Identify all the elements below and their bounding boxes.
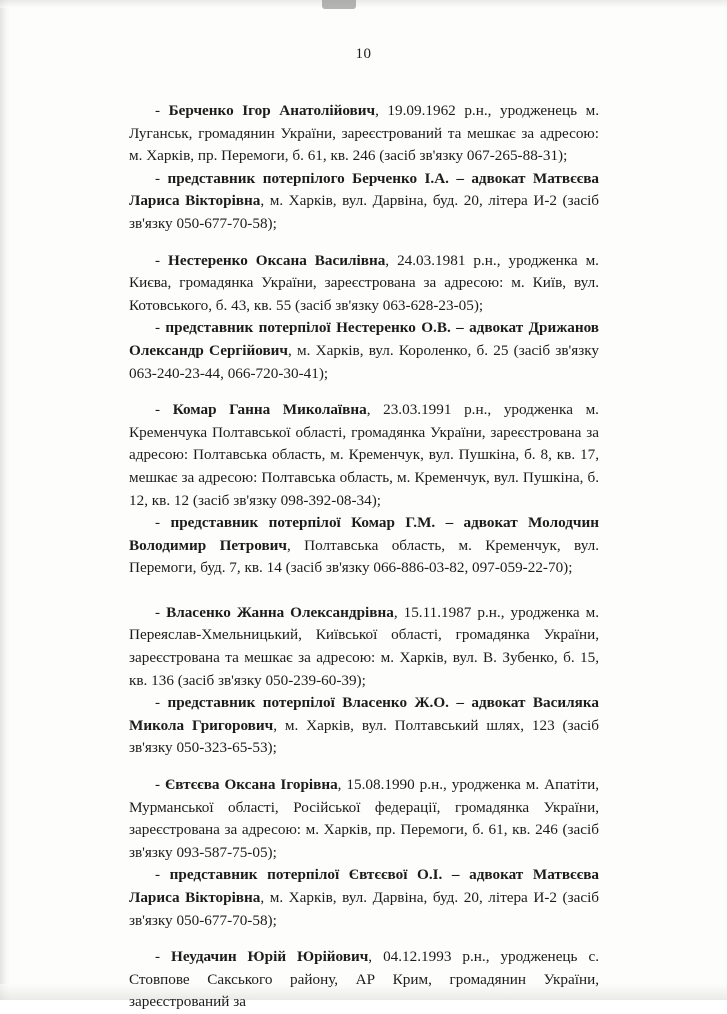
emphasis-text: Комар Ганна Миколаївна: [172, 401, 367, 419]
paragraph-vlasenko-victim: [129, 602, 599, 692]
paragraph-berchenko-representative: [129, 168, 599, 236]
paragraph-neudachyn-victim: [129, 946, 599, 1014]
body-text: , 04.12.1993 р.н., уродженець с. Стовпове Сакського району, АР Крим, громадянин України, зареєстрований за: [129, 948, 599, 1011]
body-text: , м. Харків, вул. Короленко, б. 25 (засіб зв'язку 063-240-23-44, 066-720-30-41);: [129, 341, 599, 382]
body-text: -: [155, 514, 171, 532]
body-text: , м. Харків, вул. Дарвіна, буд. 20, літера И-2 (засіб зв'язку 050-677-70-58);: [129, 889, 600, 929]
body-text: -: [155, 948, 172, 966]
paragraph-komar-victim: [129, 399, 599, 512]
body-text: -: [155, 603, 167, 621]
paragraph-spacer: [129, 236, 599, 250]
emphasis-text: Нестеренко Оксана Василівна: [168, 251, 386, 269]
page-number: 10: [355, 46, 372, 62]
scan-edge-top: [0, 0, 727, 8]
paragraph-nesterenko-representative: [129, 317, 599, 385]
paragraph-spacer: [129, 932, 599, 946]
paragraph-berchenko-victim: [129, 100, 599, 168]
body-text: -: [155, 401, 173, 419]
emphasis-text: представник потерпілої Власенко Ж.О. – адвокат Василяка Микола Григорович: [129, 694, 599, 734]
document-body: [129, 100, 599, 1014]
body-text: -: [155, 694, 168, 712]
body-text: , 15.08.1990 р.н., уродженка м. Апатіти, Мурманської області, Російської федерації, громадянка України, зареєстрована за адресою: м. Харків, пр. Перемоги, б. 61, кв. 246 (засіб зв'язку 093-587-75-05);: [129, 776, 599, 861]
body-text: -: [155, 102, 169, 119]
paragraph-spacer: [129, 580, 599, 602]
scan-artifact-mark: [322, 0, 356, 9]
body-text: , 19.09.1962 р.н., уродженець м. Луганськ, громадянин України, зареєстрований та мешкає за адресою: м. Харків, пр. Перемоги, б. 61, кв. 246 (засіб зв'язку 067-265-88-31);: [129, 102, 599, 165]
body-text: , м. Харків, вул. Дарвіна, буд. 20, літера И-2 (засіб зв'язку 050-677-70-58);: [129, 192, 600, 232]
emphasis-text: представник потерпілої Комар Г.М. – адвокат Молодчин Володимир Петрович: [129, 514, 599, 554]
emphasis-text: Євтєєва Оксана Ігорівна: [165, 776, 338, 794]
paragraph-yevsieieva-victim: [129, 774, 599, 864]
scan-edge-left: [0, 0, 10, 1000]
emphasis-text: Берченко Ігор Анатолійович: [168, 102, 376, 119]
body-text: , Полтавська область, м. Кременчук, вул. Перемоги, буд. 7, кв. 14 (засіб зв'язку 066-886-03-82, 097-059-22-70);: [129, 536, 600, 577]
paragraph-spacer: [129, 760, 599, 774]
body-text: , м. Харків, вул. Полтавський шлях, 123 (засіб зв'язку 050-323-65-53);: [129, 716, 599, 757]
paragraph-spacer: [129, 385, 599, 399]
emphasis-text: представник потерпілої Євтєєвої О.І. – адвокат Матвєєва Лариса Вікторівна: [129, 866, 599, 906]
paragraph-vlasenko-representative: [129, 692, 599, 760]
body-text: , 23.03.1991 р.н., уродженка м. Кременчука Полтавської області, громадянка України, зареєстрована за адресою: Полтавська область, м. Кременчук, вул. Пушкіна, б. 8, кв. 17, мешкає за адресою: Полтавська область, м. Кременчук, вул. Пушкіна, б. 12, кв. 12 (засіб зв'язку 098-392-08-34);: [129, 401, 599, 509]
emphasis-text: Власенко Жанна Олександрівна: [166, 603, 394, 621]
emphasis-text: представник потерпілого Берченко І.А. – адвокат Матвєєва Лариса Вікторівна: [129, 169, 599, 210]
body-text: -: [155, 251, 169, 269]
body-text: -: [155, 776, 165, 794]
body-text: -: [155, 319, 166, 337]
body-text: -: [155, 169, 168, 187]
paragraph-nesterenko-victim: [129, 250, 599, 318]
paragraph-yevsieieva-representative: [129, 864, 599, 932]
paragraph-komar-representative: [129, 512, 599, 580]
body-text: , 15.11.1987 р.н., уродженка м. Переяслав-Хмельницький, Київської області, громадянка України, зареєстрована та мешкає за адресою: м. Харків, вул. В. Зубенко, б. 15, кв. 136 (засіб зв'язку 050-239-60-39);: [129, 603, 600, 689]
body-text: , 24.03.1981 р.н., уродженка м. Києва, громадянка України, зареєстрована за адресою: м. Київ, вул. Котовського, б. 43, кв. 55 (засіб зв'язку 063-628-23-05);: [129, 251, 599, 314]
body-text: -: [155, 866, 170, 884]
emphasis-text: Неудачин Юрій Юрійович: [171, 948, 369, 966]
emphasis-text: представник потерпілої Нестеренко О.В. – адвокат Дрижанов Олександр Сергійович: [129, 319, 599, 359]
